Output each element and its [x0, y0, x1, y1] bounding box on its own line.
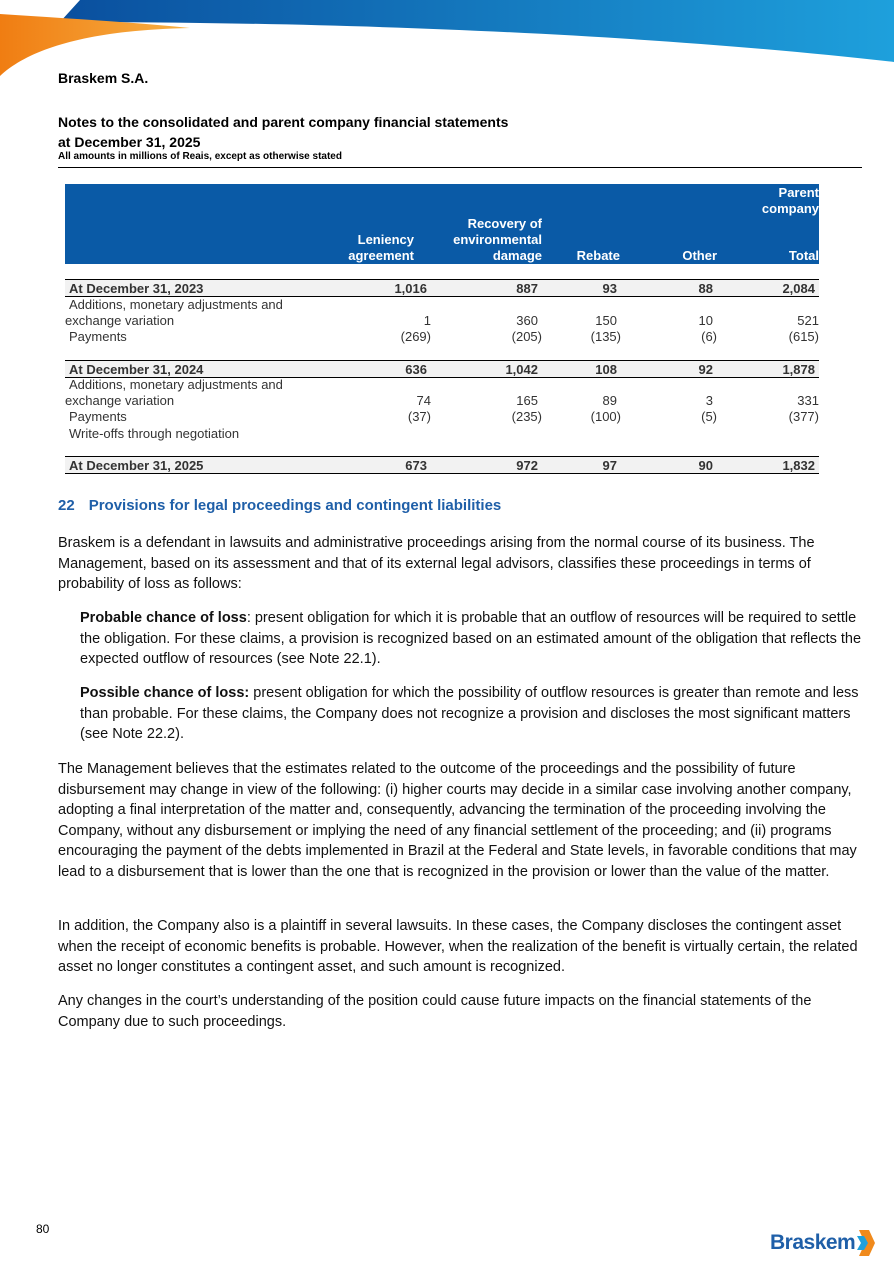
table-row-dec-2023: At December 31, 2023 1,016 887 93 88 2,084	[65, 279, 819, 297]
paragraph-management-estimates: The Management believes that the estimates related to the outcome of the proceedings and the possibility of future disbursement may change in view of the following: (i) higher courts may decide in a similar case involving another company, adopting a final interpretation of the matter and, consequently, advancing the termination of the proceeding involving the Company, without any disbursement or implying the need of any financial settlement of the proceeding; and (ii) programs encouraging the payment of the debts implemented in Brazil at the Federal and State levels, in favorable conditions that may lead to a disbursement that is lower than the one that is recognized in the provision or lower than the value of the matter.	[58, 761, 857, 880]
header-parent-company: Parent company	[761, 185, 819, 216]
page-number: 80	[36, 1222, 50, 1236]
braskem-logo: Braskem	[770, 1228, 877, 1258]
table-row-dec-2024: At December 31, 2024 636 1,042 108 92 1,878	[65, 360, 819, 378]
paragraph-possible-loss: Possible chance of loss: present obligation for which the possibility of outflow resources is greater than remote and less than probable. For these claims, the Company does not recognize a provision and discloses the most significant matters (see Note 22.2).	[80, 685, 859, 742]
notes-subtitle: All amounts in millions of Reais, except as otherwise stated	[58, 151, 342, 162]
paragraph-probable-loss: Probable chance of loss: present obligation for which it is probable that an outflow of resources will be required to settle the obligation. For these claims, a provision is recognized based on an estimated amount of the obligation that reflects the expected outflow of resources (see Note 22.1).	[80, 610, 862, 667]
header-recovery: Recovery of environmental damage	[453, 216, 542, 263]
header-banner-graphic	[0, 0, 894, 80]
section-heading: 22 Provisions for legal proceedings and contingent liabilities	[58, 497, 502, 514]
table-row-dec-2025: At December 31, 2025 673 972 97 90 1,832	[65, 456, 819, 474]
paragraph-contingent-assets: In addition, the Company also is a plaintiff in several lawsuits. In these cases, the Company discloses the contingent asset when the receipt of economic benefits is probable. However, when the realization of the benefit is virtually certain, the related asset no longer constitutes a contingent asset, and such amount is recognized.	[58, 918, 858, 975]
paragraph-intro: Braskem is a defendant in lawsuits and administrative proceedings arising from the normal course of its business. The Management, based on its assessment and that of its external legal advisors, classifies these proceedings in terms of probability of loss as follows:	[58, 535, 815, 592]
notes-title: Notes to the consolidated and parent company financial statements at December 31, 2025	[58, 114, 509, 150]
header-leniency: Leniency agreement	[348, 232, 414, 263]
braskem-logo-icon	[855, 1228, 877, 1258]
header-total: Total	[788, 248, 819, 263]
paragraph-court-changes: Any changes in the court’s understanding of the position could cause future impacts on the financial statements of the Company due to such proceedings.	[58, 993, 812, 1030]
header-other: Other	[682, 248, 717, 263]
provisions-table: Parent company Leniency agreement Recovery of environmental damage Rebate Other Total At December 31, 2023 1,016 887 93 88 2,084 Additions, monetary adjustments and exchange variation 1 360 150 10 521 Payments (269) (205) (135) (6) (615) At December 31, 2024 636 1,042 108 92 1,878 Additions, monetary adjustments and exchange variation 74 165 89 3 331 Payments (37) (235) (100) (5) (377) Write-offs through negotiation At December 31, 2025 673 972 97 90 1,832	[65, 185, 819, 473]
header-divider	[58, 167, 862, 168]
header-rebate: Rebate	[576, 248, 620, 263]
company-name: Braskem S.A.	[58, 70, 149, 86]
